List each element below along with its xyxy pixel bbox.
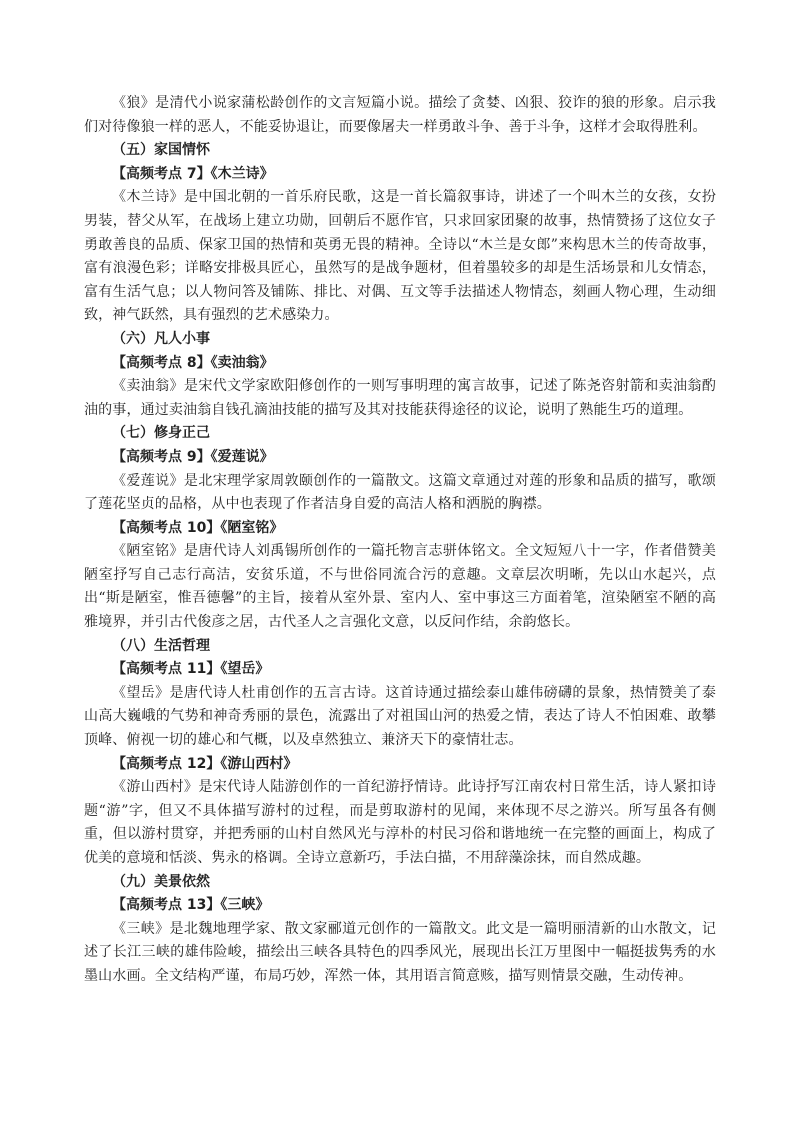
section-heading-7: （七）修身正己 [112, 425, 210, 442]
kaodian-10-title: 【高频考点 10】《陋室铭》 [112, 519, 284, 536]
section-heading-5: （五）家国情怀 [112, 142, 210, 159]
kaodian-11-title: 【高频考点 11】《望岳》 [112, 661, 270, 678]
kaodian-9-title: 【高频考点 9】《爱莲说》 [112, 448, 274, 465]
paragraph-humble-room: 《陋室铭》是唐代诗人刘禹锡所创作的一篇托物言志骈体铭文。全文短短八十一字，作者借赞美陋室抒写自己志行高洁，安贫乐道，不与世俗同流合污的意趣。文章层次明晰，先以山水起兴，点出“斯是陋室，惟吾德馨”的主旨，接着从室外景、室内人、室中事这三方面着笔，渲染陋室不陋的高雅境界，并引古代俊彦之居，古代圣人之言强化文意，以反问作结，余韵悠长。 [84, 543, 716, 631]
paragraph-lotus: 《爱莲说》是北宋理学家周敦颐创作的一篇散文。这篇文章通过对莲的形象和品质的描写，歌颂了莲花坚贞的品格，从中也表现了作者洁身自爱的高洁人格和洒脱的胸襟。 [84, 472, 716, 513]
section-heading-6: （六）凡人小事 [112, 330, 210, 347]
paragraph-mount-tai: 《望岳》是唐代诗人杜甫创作的五言古诗。这首诗通过描绘泰山雄伟磅礴的景象，热情赞美了泰山高大巍峨的气势和神奇秀丽的景色，流露出了对祖国山河的热爱之情，表达了诗人不怕困难、敢攀顶峰、俯视一切的雄心和气概，以及卓然独立、兼济天下的豪情壮志。 [84, 684, 716, 749]
paragraph-oil-seller: 《卖油翁》是宋代文学家欧阳修创作的一则写事明理的寓言故事，记述了陈尧咨射箭和卖油翁酌油的事，通过卖油翁自钱孔滴油技能的描写及其对技能获得途径的议论，说明了熟能生巧的道理。 [84, 378, 716, 418]
kaodian-7-title: 【高频考点 7】《木兰诗》 [112, 165, 274, 182]
paragraph-wolf: 《狼》是清代小说家蒲松龄创作的文言短篇小说。描绘了贪婪、凶狠、狡诈的狼的形象。启示我们对待像狼一样的恶人，不能妥协退让，而要像屠夫一样勇敢斗争、善于斗争，这样才会取得胜利。 [84, 95, 716, 135]
paragraph-mulan: 《木兰诗》是中国北朝的一首乐府民歌，这是一首长篇叙事诗，讲述了一个叫木兰的女孩，女扮男装，替父从军，在战场上建立功勋，回朝后不愿作官，只求回家团聚的故事，热情赞扬了这位女子勇敢善良的品质、保家卫国的热情和英勇无畏的精神。全诗以“木兰是女郎”来构思木兰的传奇故事，富有浪漫色彩；详略安排极具匠心，虽然写的是战争题材，但着墨较多的却是生活场景和儿女情态，富有生活气息；以人物问答及铺陈、排比、对偶、互文等手法描述人物情态，刻画人物心理，生动细致，神气跃然，具有强烈的艺术感染力。 [84, 189, 716, 324]
kaodian-8-title: 【高频考点 8】《卖油翁》 [112, 354, 274, 371]
kaodian-13-title: 【高频考点 13】《三峡》 [112, 897, 270, 914]
section-heading-8: （八）生活哲理 [112, 637, 210, 654]
kaodian-12-title: 【高频考点 12】《游山西村》 [112, 755, 298, 772]
section-heading-9: （九）美景依然 [112, 873, 210, 890]
paragraph-three-gorges: 《三峡》是北魏地理学家、散文家郦道元创作的一篇散文。此文是一篇明丽清新的山水散文，记述了长江三峡的雄伟险峻，描绘出三峡各具特色的四季风光，展现出长江万里图中一幅挺拔隽秀的水墨山水画。全文结构严谨，布局巧妙，浑然一体，其用语言简意赅，描写则情景交融，生动传神。 [84, 920, 716, 984]
paragraph-west-village: 《游山西村》是宋代诗人陆游创作的一首纪游抒情诗。此诗抒写江南农村日常生活，诗人紧扣诗题“游”字，但又不具体描写游村的过程，而是剪取游村的见闻，来体现不尽之游兴。所写虽各有侧重，但以游村贯穿，并把秀丽的山村自然风光与淳朴的村民习俗和谐地统一在完整的画面上，构成了优美的意境和恬淡、隽永的格调。全诗立意新巧，手法白描，不用辞藻涂抹，而自然成趣。 [84, 779, 716, 866]
